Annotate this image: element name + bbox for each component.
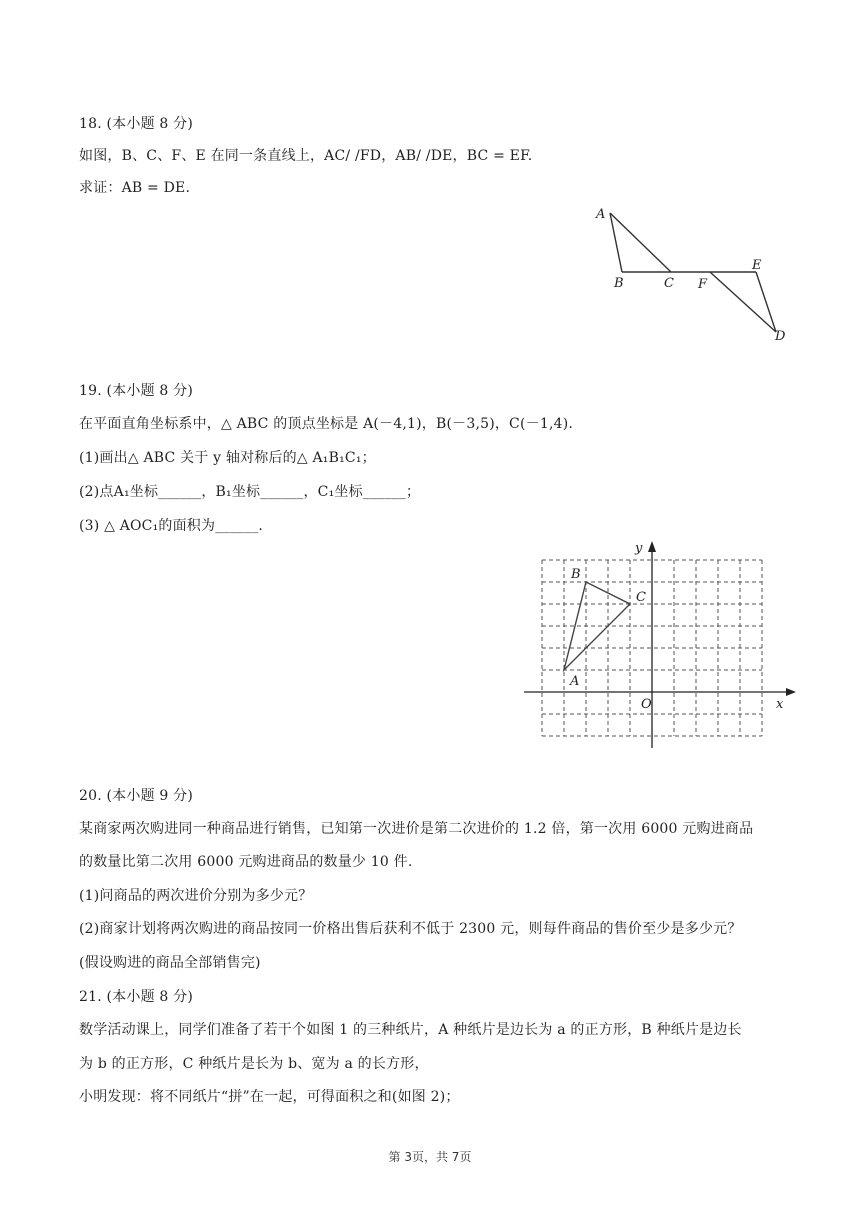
q20-part2: (2)商家计划将两次购进的商品按同一价格出售后获利不低于 2300 元，则每件商品的售价至少是多少元？ — [79, 921, 742, 937]
q18-label-e: E — [752, 258, 762, 273]
q19-part1: (1)画出△ ABC 关于 y 轴对称后的△ A₁B₁C₁； — [79, 450, 376, 466]
q19-label-o: O — [641, 697, 652, 712]
q18-label-a: A — [596, 207, 606, 222]
q20-part1: (1)问商品的两次进价分别为多少元？ — [79, 888, 313, 904]
q19-part3: (3) △ AOC₁的面积为______. — [79, 518, 264, 534]
q18-label-c: C — [664, 276, 674, 291]
q20-note: (假设购进的商品全部销售完) — [79, 955, 261, 971]
q18-label-f: F — [698, 277, 708, 292]
q19-x-arrow — [786, 688, 796, 696]
q18-statement: 如图，B、C、F、E 在同一条直线上，AC/ /FD，AB/ /DE，BC = EF. — [79, 148, 533, 164]
q18-label-b: B — [614, 276, 624, 291]
q18-header: 18. (本小题 8 分) — [79, 116, 194, 132]
q21-header: 21. (本小题 8 分) — [79, 989, 194, 1005]
q18-figure — [580, 195, 800, 350]
page-footer: 第 3页，共 7页 — [388, 1150, 472, 1164]
q19-y-arrow — [648, 541, 656, 552]
q19-label-b: B — [571, 567, 581, 582]
q20-statement-2: 的数量比第二次用 6000 元购进商品的数量少 10 件. — [79, 854, 413, 870]
q19-statement: 在平面直角坐标系中，△ ABC 的顶点坐标是 A(－4,1)，B(－3,5)，C(－1,4). — [79, 416, 574, 432]
q20-header: 20. (本小题 9 分) — [79, 788, 194, 804]
q19-label-x: x — [776, 697, 784, 712]
q21-statement-3: 小明发现：将不同纸片“拼”在一起，可得面积之和(如图 2)； — [79, 1089, 460, 1105]
q18-label-d: D — [775, 329, 786, 344]
q19-coordinate-grid — [520, 538, 800, 753]
q19-label-c: C — [636, 590, 646, 605]
q19-label-y: y — [635, 541, 643, 556]
q18-prove: 求证：AB = DE. — [79, 180, 191, 196]
q21-statement-2: 为 b 的正方形，C 种纸片是长为 b、宽为 a 的长方形， — [79, 1056, 429, 1072]
q20-statement-1: 某商家两次购进同一种商品进行销售，已知第一次进价是第二次进价的 1.2 倍，第一次用 6000 元购进商品 — [79, 821, 754, 837]
q21-statement-1: 数学活动课上，同学们准备了若干个如图 1 的三种纸片，A 种纸片是边长为 a 的正方形，B 种纸片是边长 — [79, 1022, 742, 1038]
q19-part2: (2)点A₁坐标______，B₁坐标______，C₁坐标______； — [79, 484, 421, 500]
q19-header: 19. (本小题 8 分) — [79, 383, 194, 399]
q19-label-a: A — [570, 674, 580, 689]
